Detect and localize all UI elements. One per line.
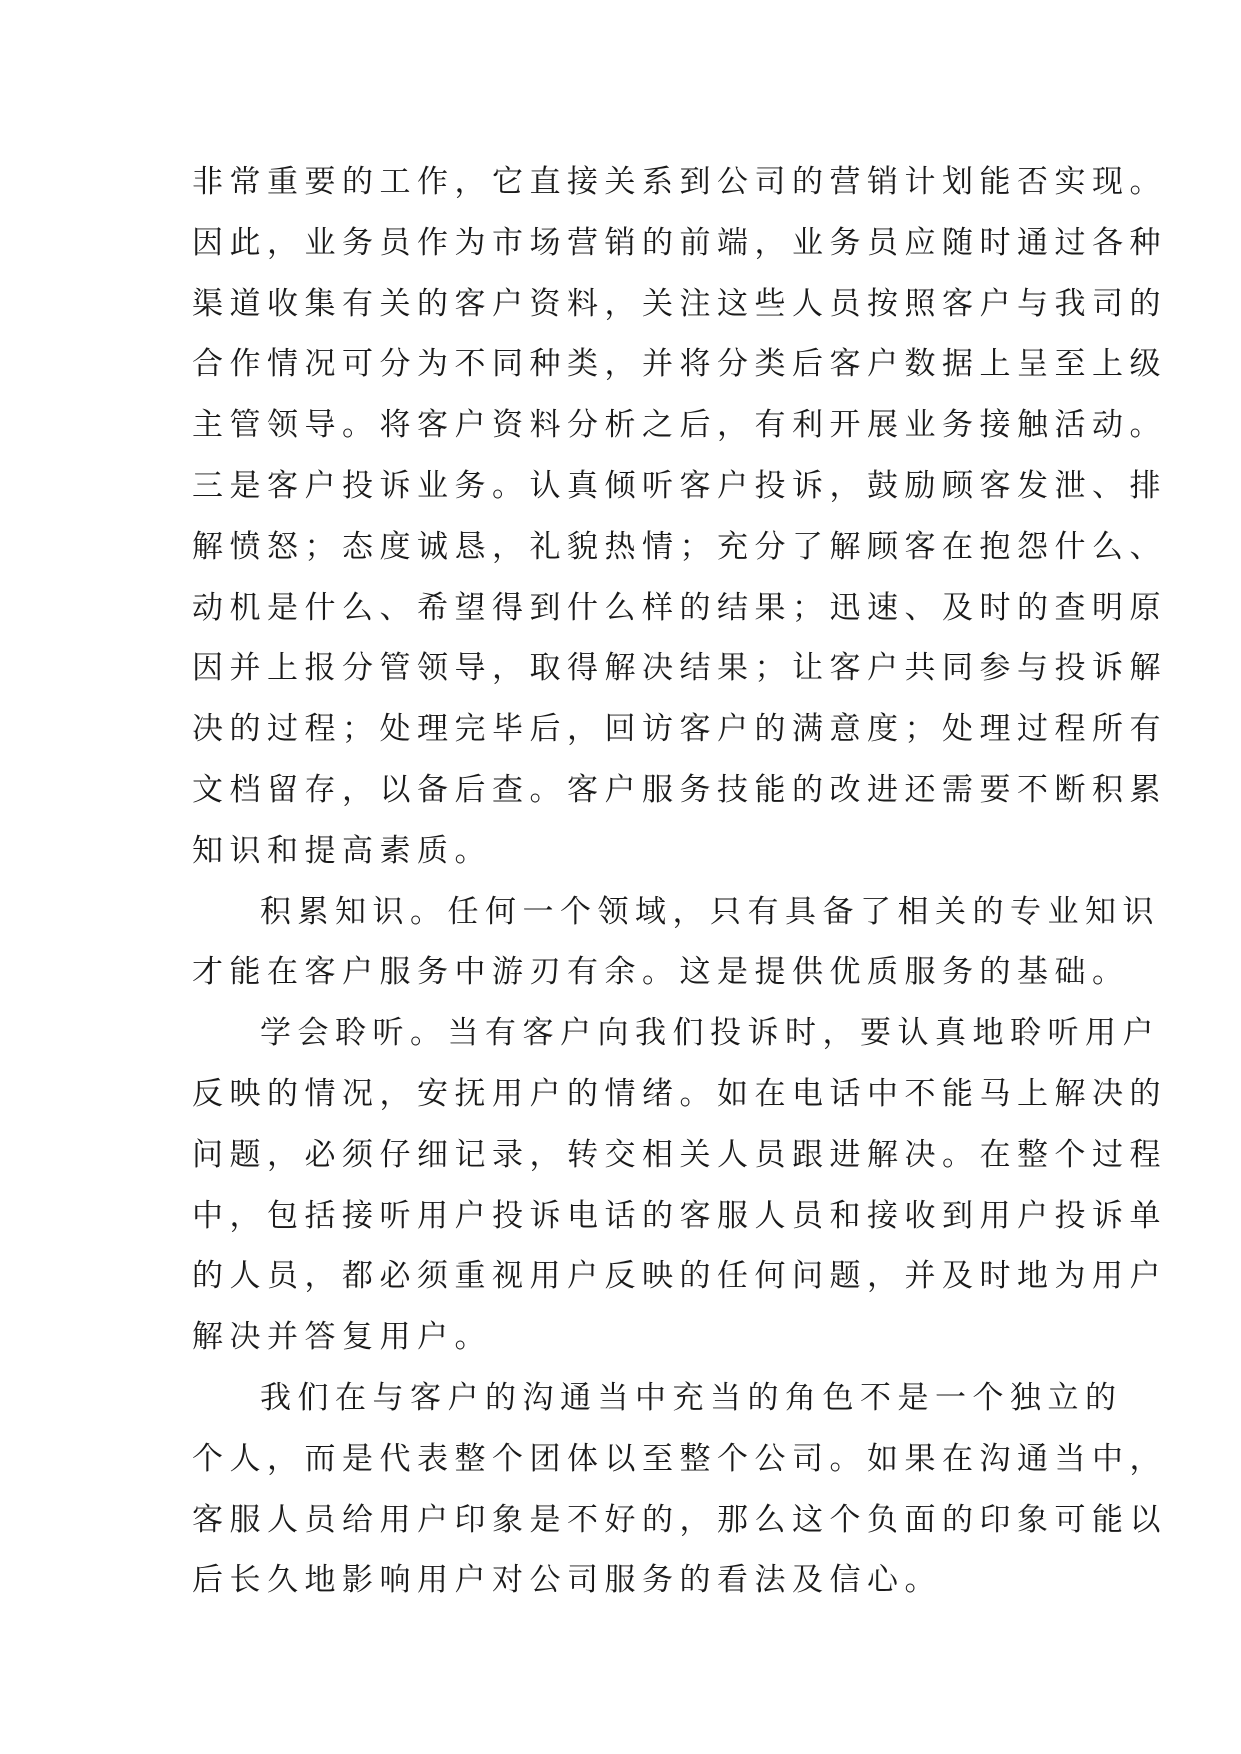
text-line: 知识和提高素质。 [192,832,492,869]
text-line: 反映的情况，安抚用户的情绪。如在电话中不能马上解决的 [192,1075,1167,1112]
text-line: 中，包括接听用户投诉电话的客服人员和接收到用户投诉单 [192,1197,1167,1234]
text-line: 我们在与客户的沟通当中充当的角色不是一个独立的 [260,1379,1123,1416]
text-line: 客服人员给用户印象是不好的，那么这个负面的印象可能以 [192,1501,1167,1538]
paragraph-customer-service [192,152,1167,882]
text-line: 积累知识。任何一个领域，只有具备了相关的专业知识 [260,893,1160,930]
text-line: 后长久地影响用户对公司服务的看法及信心。 [192,1562,942,1599]
text-line: 因此，业务员作为市场营销的前端，业务员应随时通过各种 [192,224,1167,261]
text-line: 渠道收集有关的客户资料，关注这些人员按照客户与我司的 [192,285,1167,322]
text-line: 决的过程；处理完毕后，回访客户的满意度；处理过程所有 [192,711,1167,748]
text-line: 才能在客户服务中游刃有余。这是提供优质服务的基础。 [192,954,1130,991]
text-line: 主管领导。将客户资料分析之后，有利开展业务接触活动。 [192,407,1167,444]
paragraph-company-role [192,1368,1167,1611]
text-line: 文档留存，以备后查。客户服务技能的改进还需要不断积累 [192,771,1167,808]
text-line: 学会聆听。当有客户向我们投诉时，要认真地聆听用户 [260,1015,1160,1052]
paragraph-accumulate-knowledge [192,882,1160,1004]
document-body [192,152,1167,1611]
text-line: 问题，必须仔细记录，转交相关人员跟进解决。在整个过程 [192,1136,1167,1173]
text-line: 解决并答复用户。 [192,1319,492,1356]
text-line: 非常重要的工作，它直接关系到公司的营销计划能否实现。 [192,164,1167,200]
text-line: 的人员，都必须重视用户反映的任何问题，并及时地为用户 [192,1258,1167,1295]
text-line: 三是客户投诉业务。认真倾听客户投诉，鼓励顾客发泄、排 [192,467,1167,504]
text-line: 个人，而是代表整个团体以至整个公司。如果在沟通当中， [192,1440,1167,1477]
text-line: 合作情况可分为不同种类，并将分类后客户数据上呈至上级 [192,346,1167,383]
text-line: 动机是什么、希望得到什么样的结果；迅速、及时的查明原 [192,589,1167,626]
text-line: 解愤怒；态度诚恳，礼貌热情；充分了解顾客在抱怨什么、 [192,528,1167,565]
paragraph-learn-to-listen [192,1003,1167,1368]
text-line: 因并上报分管领导，取得解决结果；让客户共同参与投诉解 [192,650,1167,687]
